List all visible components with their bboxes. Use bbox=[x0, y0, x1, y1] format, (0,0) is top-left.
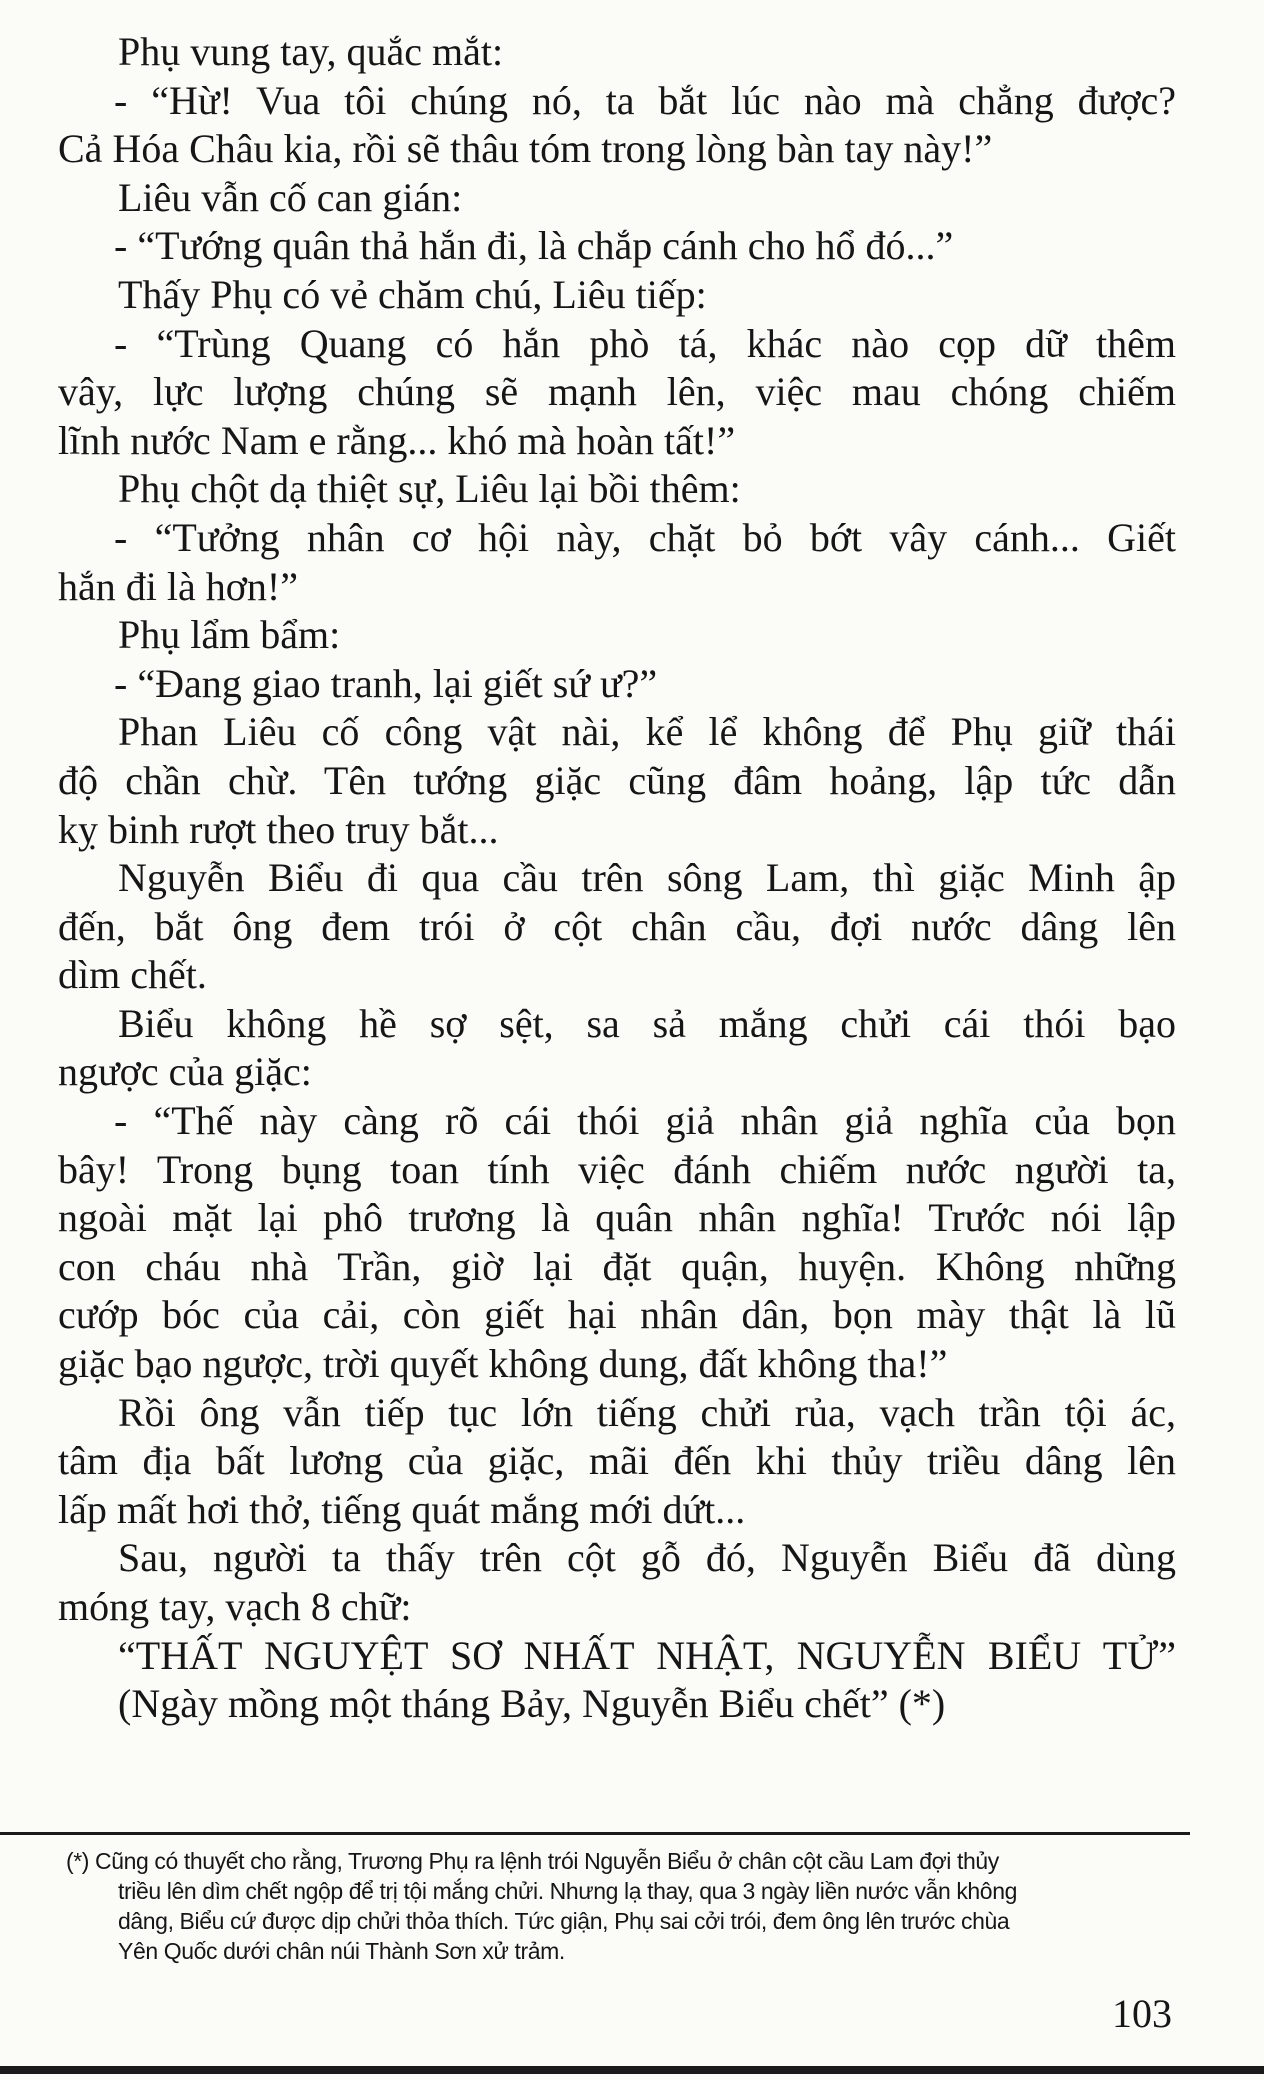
text-line: - “Thế này càng rõ cái thói giả nhân giả nghĩa của bọn bbox=[114, 1098, 1176, 1144]
footnote bbox=[66, 1846, 1176, 1966]
text-line: ngoài mặt lại phô trương là quân nhân nghĩa! Trước nói lập bbox=[58, 1195, 1176, 1241]
text-line: Phan Liêu cố công vật nài, kể lể không để Phụ giữ thái bbox=[118, 709, 1176, 755]
text-line: lấp mất hơi thở, tiếng quát mắng mới dứt... bbox=[58, 1486, 746, 1532]
text-line: cướp bóc của cải, còn giết hại nhân dân, bọn mày thật là lũ bbox=[58, 1292, 1176, 1338]
text-line: móng tay, vạch 8 chữ: bbox=[58, 1584, 412, 1629]
footnote-line: dâng, Biểu cứ được dịp chửi thỏa thích. Tức giận, Phụ sai cởi trói, đem ông lên trước chùa bbox=[118, 1908, 1010, 1934]
text-line: độ chần chừ. Tên tướng giặc cũng đâm hoảng, lập tức dẫn bbox=[58, 757, 1176, 803]
text-line: - “Đang giao tranh, lại giết sứ ư?” bbox=[114, 660, 658, 706]
text-line: giặc bạo ngược, trời quyết không dung, đất không tha!” bbox=[58, 1341, 948, 1387]
text-line: con cháu nhà Trần, giờ lại đặt quận, huyện. Không những bbox=[58, 1243, 1176, 1289]
text-line: hắn đi là hơn!” bbox=[58, 563, 298, 609]
text-line: “THẤT NGUYỆT SƠ NHẤT NHẬT, NGUYỄN BIỂU TỬ” bbox=[118, 1632, 1176, 1678]
text-line: Phụ lẩm bẩm: bbox=[118, 612, 341, 658]
text-line: ngược của giặc: bbox=[58, 1049, 312, 1095]
text-line: tâm địa bất lương của giặc, mãi đến khi thủy triều dâng lên bbox=[58, 1438, 1176, 1484]
text-line: Thấy Phụ có vẻ chăm chú, Liêu tiếp: bbox=[118, 271, 707, 317]
text-line: Nguyễn Biểu đi qua cầu trên sông Lam, thì giặc Minh ập bbox=[118, 855, 1176, 901]
text-line: vây, lực lượng chúng sẽ mạnh lên, việc mau chóng chiếm bbox=[58, 369, 1176, 415]
footnote-rule bbox=[0, 1832, 1190, 1835]
text-line: - “Trùng Quang có hắn phò tá, khác nào cọp dữ thêm bbox=[114, 320, 1176, 366]
text-line: Rồi ông vẫn tiếp tục lớn tiếng chửi rủa, vạch trần tội ác, bbox=[118, 1389, 1176, 1435]
text-line: đến, bắt ông đem trói ở cột chân cầu, đợi nước dâng lên bbox=[58, 903, 1176, 949]
text-line: Phụ vung tay, quắc mắt: bbox=[118, 29, 504, 74]
text-line: Phụ chột dạ thiệt sự, Liêu lại bồi thêm: bbox=[118, 466, 741, 512]
text-line: bây! Trong bụng toan tính việc đánh chiếm nước người ta, bbox=[58, 1146, 1176, 1192]
text-line: (Ngày mồng một tháng Bảy, Nguyễn Biểu chết” (*) bbox=[118, 1681, 946, 1727]
text-line: Biểu không hề sợ sệt, sa sả mắng chửi cái thói bạo bbox=[118, 1000, 1176, 1046]
scan-edge-bar bbox=[0, 2066, 1264, 2074]
page-number: 103 bbox=[1112, 1991, 1172, 2036]
text-line: - “Tưởng nhân cơ hội này, chặt bỏ bớt vây cánh... Giết bbox=[114, 514, 1176, 560]
text-line: - “Hừ! Vua tôi chúng nó, ta bắt lúc nào mà chẳng được? bbox=[114, 77, 1176, 123]
text-line: lĩnh nước Nam e rằng... khó mà hoàn tất!” bbox=[58, 417, 736, 463]
text-line: kỵ binh rượt theo truy bắt... bbox=[58, 806, 499, 852]
footnote-line: Yên Quốc dưới chân núi Thành Sơn xử trảm. bbox=[118, 1938, 565, 1964]
text-line: Cả Hóa Châu kia, rồi sẽ thâu tóm trong lòng bàn tay này!” bbox=[58, 126, 993, 172]
text-line: Sau, người ta thấy trên cột gỗ đó, Nguyễn Biểu đã dùng bbox=[118, 1535, 1176, 1581]
body-text bbox=[58, 28, 1176, 1729]
text-line: Liêu vẫn cố can gián: bbox=[118, 174, 463, 220]
footnote-line: triều lên dìm chết ngộp để trị tội mắng chửi. Nhưng lạ thay, qua 3 ngày liền nước vẫn không bbox=[118, 1878, 1017, 1904]
text-line: dìm chết. bbox=[58, 952, 207, 998]
text-line: - “Tướng quân thả hắn đi, là chắp cánh cho hổ đó...” bbox=[114, 223, 954, 269]
footnote-line: (*) Cũng có thuyết cho rằng, Trương Phụ ra lệnh trói Nguyễn Biểu ở chân cột cầu Lam đợi thủy bbox=[66, 1848, 999, 1874]
